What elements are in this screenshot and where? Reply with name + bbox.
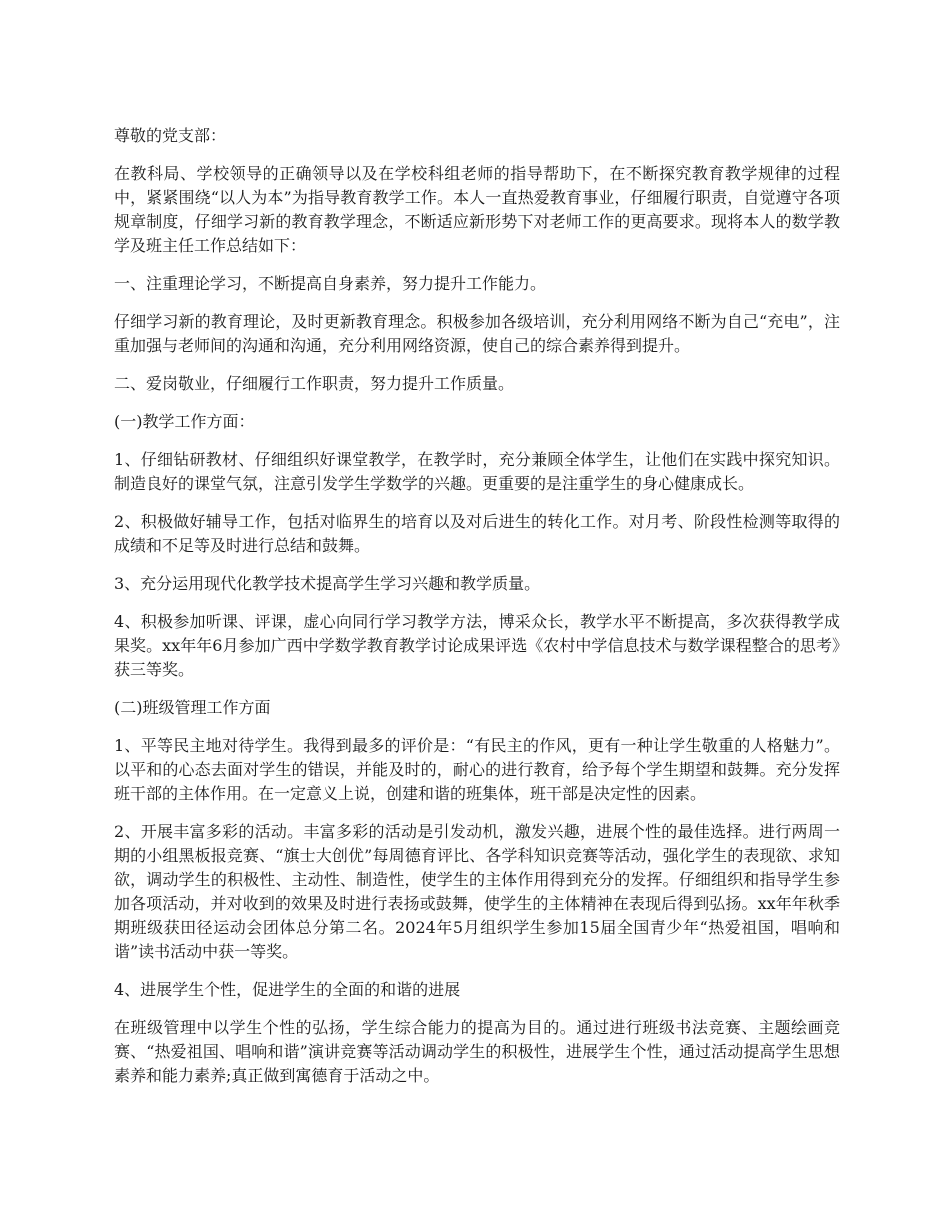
closing-paragraph: 在班级管理中以学生个性的弘扬，学生综合能力的提高为目的。通过进行班级书法竞赛、主题绘画竞赛、“热爱祖国、唱响和谐”演讲竞赛等活动调动学生的积极性，进展学生个性，通过活动提高学生思想素养和能力素养;真正做到寓德育于活动之中。 xyxy=(114,1018,840,1085)
document-body xyxy=(114,124,840,1102)
subsection-heading-class-management: (二)班级管理工作方面 xyxy=(114,698,271,717)
intro-paragraph: 在教科局、学校领导的正确领导以及在学校科组老师的指导帮助下，在不断探究教育教学规律的过程中，紧紧围绕“以人为本”为指导教育教学工作。本人一直热爱教育事业，仔细履行职责，自觉遵守各项规章制度，仔细学习新的教育教学理念，不断适应新形势下对老师工作的更高要求。现将本人的数学教学及班主任工作总结如下： xyxy=(114,164,840,255)
teaching-item-2: 2、积极做好辅导工作，包括对临界生的培育以及对后进生的转化工作。对月考、阶段性检测等取得的成绩和不足等及时进行总结和鼓舞。 xyxy=(114,512,840,555)
management-item-4: 4、进展学生个性，促进学生的全面的和谐的进展 xyxy=(114,980,461,999)
management-item-1: 1、平等民主地对待学生。我得到最多的评价是：“有民主的作风，更有一种让学生敬重的人格魅力”。以平和的心态去面对学生的错误，并能及时的，耐心的进行教育，给予每个学生期望和鼓舞。充分发挥班干部的主体作用。在一定意义上说，创建和谐的班集体，班干部是决定性的因素。 xyxy=(114,736,840,803)
teaching-item-4: 4、积极参加听课、评课，虚心向同行学习教学方法，博采众长，教学水平不断提高，多次获得教学成果奖。xx年年6月参加广西中学数学教育教学讨论成果评选《农村中学信息技术与数学课程整合的思考》获三等奖。 xyxy=(114,612,840,679)
paragraph-theory-study: 仔细学习新的教育理论，及时更新教育理念。积极参加各级培训，充分利用网络不断为自己“充电”，注重加强与老师间的沟通和沟通，充分利用网络资源，使自己的综合素养得到提升。 xyxy=(114,312,840,355)
teaching-item-1: 1、仔细钻研教材、仔细组织好课堂教学，在教学时，充分兼顾全体学生，让他们在实践中探究知识。制造良好的课堂气氛，注意引发学生学数学的兴趣。更重要的是注重学生的身心健康成长。 xyxy=(114,450,840,493)
section-heading-1: 一、注重理论学习，不断提高自身素养，努力提升工作能力。 xyxy=(114,274,547,293)
teaching-item-3: 3、充分运用现代化教学技术提高学生学习兴趣和教学质量。 xyxy=(114,574,541,593)
greeting: 尊敬的党支部： xyxy=(114,126,227,145)
management-item-2: 2、开展丰富多彩的活动。丰富多彩的活动是引发动机，激发兴趣，进展个性的最佳选择。进行两周一期的小组黑板报竞赛、“旗士大创优”每周德育评比、各学科知识竞赛等活动，强化学生的表现欲、求知欲，调动学生的积极性、主动性、制造性，使学生的主体作用得到充分的发挥。仔细组织和指导学生参加各项活动，并对收到的效果及时进行表扬或鼓舞，使学生的主体精神在表现后得到弘扬。xx年年秋季期班级获田径运动会团体总分第二名。2024年5月组织学生参加15届全国青少年“热爱祖国，唱响和谐”读书活动中获一等奖。 xyxy=(114,822,840,961)
subsection-heading-teaching: (一)教学工作方面： xyxy=(114,412,255,431)
section-heading-2: 二、爱岗敬业，仔细履行工作职责，努力提升工作质量。 xyxy=(114,374,515,393)
